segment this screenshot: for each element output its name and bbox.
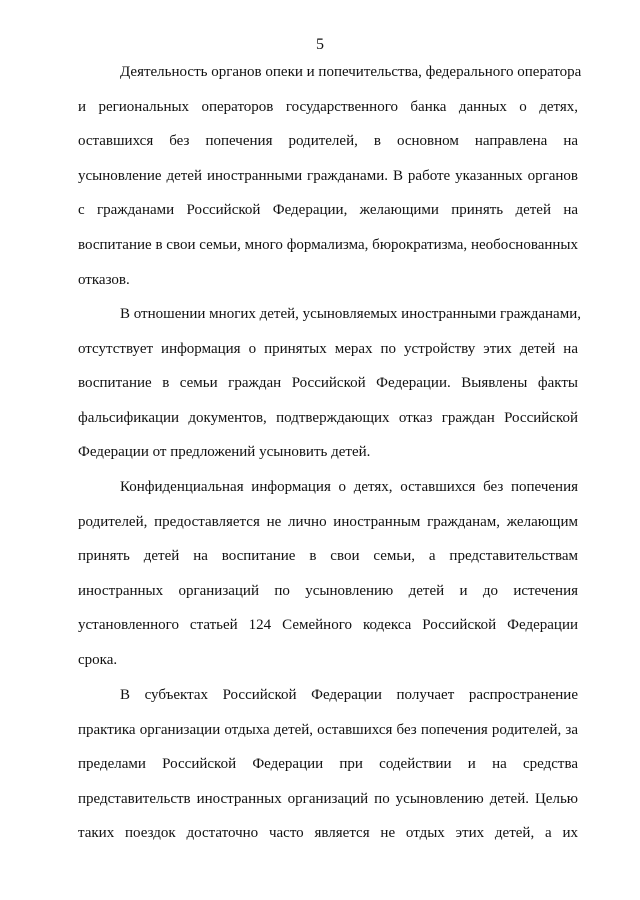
text-line: оставшихся без попечения родителей, в основном направлена на — [78, 133, 578, 150]
text-line: пределами Российской Федерации при содействии и на средства — [78, 756, 578, 773]
paragraph-4 — [78, 687, 578, 860]
text-line: и региональных операторов государственного банка данных о детях, — [78, 98, 578, 115]
text-line: усыновление детей иностранными гражданами. В работе указанных органов — [78, 167, 578, 184]
text-line: родителей, предоставляется не лично иностранным гражданам, желающим — [78, 513, 578, 530]
text-line: Конфиденциальная информация о детях, оставшихся без попечения — [120, 479, 578, 495]
text-line: воспитание в семьи граждан Российской Федерации. Выявлены факты — [78, 375, 578, 392]
text-line: практика организации отдыха детей, оставшихся без попечения родителей, за — [78, 721, 578, 738]
text-line: отказов. — [78, 271, 130, 288]
text-line: с гражданами Российской Федерации, желающими принять детей на — [78, 202, 578, 219]
paragraph-2 — [78, 306, 581, 479]
text-line: иностранных организаций по усыновлению детей и до истечения — [78, 582, 578, 599]
text-line: Деятельность органов опеки и попечительства, федерального оператора — [120, 64, 582, 80]
text-line: В субъектах Российской Федерации получает распространение — [120, 687, 578, 703]
text-line: таких поездок достаточно часто является не отдых этих детей, а их — [78, 825, 578, 842]
text-line: В отношении многих детей, усыновляемых иностранными гражданами, — [120, 306, 581, 322]
text-line: представительств иностранных организаций по усыновлению детей. Целью — [78, 790, 578, 807]
text-line: Федерации от предложений усыновить детей. — [78, 444, 371, 461]
text-line: фальсификации документов, подтверждающих отказ граждан Российской — [78, 409, 578, 426]
page-number: 5 — [316, 36, 324, 53]
text-line: установленного статьей 124 Семейного кодекса Российской Федерации — [78, 617, 578, 634]
paragraph-3 — [78, 479, 578, 687]
text-line: отсутствует информация о принятых мерах по устройству этих детей на — [78, 340, 578, 357]
text-line: воспитание в свои семьи, много формализма, бюрократизма, необоснованных — [78, 236, 578, 253]
paragraph-1 — [78, 64, 582, 306]
text-line: принять детей на воспитание в свои семьи, а представительствам — [78, 548, 578, 565]
text-line: срока. — [78, 651, 118, 668]
